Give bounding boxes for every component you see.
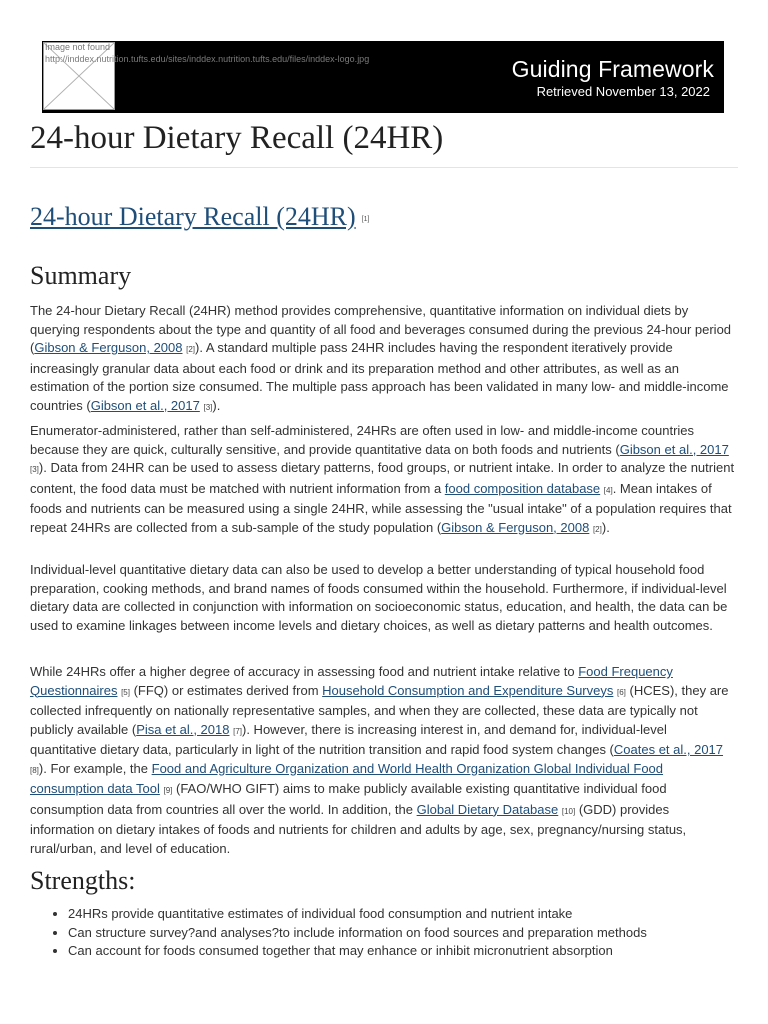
- text: ). A standard multiple pass 24HR includes having the respondent iteratively provide increasingly granular data about each food or drink and its preparation method and other attributes, as well as an estimation of the portion size consumed. The multiple pass approach has been validated in many low- and middle-income countries (: [30, 340, 729, 413]
- food-composition-link[interactable]: food composition database: [444, 480, 601, 496]
- fao-who-gift-link[interactable]: Food and Agriculture Organization and World Health Organization Global Individual Food consumption data Tool: [30, 760, 664, 796]
- text: ).: [601, 519, 610, 535]
- ref-marker[interactable]: [10]: [561, 806, 576, 816]
- title-divider: [30, 167, 738, 168]
- ref-marker[interactable]: [2]: [592, 524, 602, 534]
- image-alt-text: [45, 41, 445, 65]
- summary-paragraph-1: [30, 302, 736, 417]
- gdd-link[interactable]: Global Dietary Database: [416, 801, 559, 817]
- ref-marker[interactable]: [4]: [603, 485, 613, 495]
- section-heading-link[interactable]: 24-hour Dietary Recall (24HR): [30, 202, 356, 231]
- citation-link[interactable]: Gibson & Ferguson, 2008: [441, 519, 590, 535]
- text: (FFQ) or estimates derived from: [129, 682, 323, 698]
- text: . Mean intakes of foods and nutrients can be measured using a single 24HR, while assessing the "usual intake" of a population requires that repeat 24HRs are collected from a sub-sample of the study population (: [30, 480, 732, 535]
- text: While 24HRs offer a higher degree of accuracy in assessing food and nutrient intake relative to: [30, 664, 579, 679]
- strengths-heading: Strengths:: [30, 866, 136, 895]
- summary-heading: Summary: [30, 261, 132, 290]
- retrieved-date: Retrieved November 13, 2022: [536, 84, 710, 99]
- text: ). Data from 24HR can be used to assess dietary patterns, food groups, or nutrient intake. In order to analyze the nutrient content, the food data must be matched with nutrient information from a: [30, 460, 735, 496]
- text: The 24-hour Dietary Recall (24HR) method provides comprehensive, quantitative information on individual diets by querying respondents about the type and quantity of all food and beverages consumed during the previous 24-hour period (: [30, 303, 732, 355]
- image-url: http://inddex.nutrition.tufts.edu/sites/inddex.nutrition.tufts.edu/files/inddex-logo.jpg: [45, 54, 370, 64]
- text: Enumerator-administered, rather than self-administered, 24HRs are often used in low- and middle-income countries because they are quick, culturally sensitive, and provide quantitative data on both foods and nutrients (: [30, 423, 695, 457]
- text: ). However, there is increasing interest in, and demand for, individual-level quantitative dietary data, particularly in light of the nutrition transition and rapid food system changes (: [30, 721, 667, 757]
- text: (FAO/WHO GIFT) aims to make publicly available existing quantitative individual food consumption data from countries all over the world. In addition, the: [30, 781, 667, 817]
- section-ref[interactable]: [1]: [361, 216, 370, 223]
- text: (GDD) provides information on dietary intakes of foods and nutrients for children and adults by age, sex, pregnancy/nursing status, rural/urban, and level of education.: [30, 801, 687, 856]
- ref-marker[interactable]: [3]: [30, 465, 39, 474]
- hces-link[interactable]: Household Consumption and Expenditure Surveys: [322, 682, 614, 698]
- citation-link[interactable]: Gibson & Ferguson, 2008: [34, 340, 183, 355]
- ref-marker[interactable]: [7]: [233, 726, 242, 736]
- summary-paragraph-4: [30, 663, 736, 858]
- text: ).: [212, 397, 221, 413]
- text: ). For example, the: [38, 760, 152, 776]
- ref-marker[interactable]: [9]: [163, 786, 173, 795]
- banner-title: Guiding Framework: [511, 56, 714, 82]
- ref-marker[interactable]: [8]: [30, 765, 39, 775]
- summary-paragraph-2: [30, 422, 736, 539]
- list-item: • 24HRs provide quantitative estimates of individual food consumption and nutrient intake: [68, 905, 768, 924]
- page-title: 24-hour Dietary Recall (24HR): [30, 120, 444, 156]
- section-heading: [30, 202, 369, 232]
- image-alt-label: Image not found: [45, 42, 111, 52]
- text: (HCES), they are collected infrequently on nationally representative samples, and when they are collected, these data are typically not publicly available (: [30, 682, 729, 737]
- citation-link[interactable]: Gibson et al., 2017: [619, 441, 729, 457]
- ref-marker[interactable]: [2]: [186, 345, 196, 354]
- ref-marker[interactable]: [5]: [121, 687, 130, 697]
- citation-link[interactable]: Gibson et al., 2017: [90, 397, 200, 413]
- list-item: • Can account for foods consumed together that may enhance or inhibit micronutrient absorption: [68, 942, 768, 961]
- summary-paragraph-3: Individual-level quantitative dietary data can also be used to develop a better understanding of typical household food preparation, cooking methods, and brand names of foods consumed within the household. Furthermore, if individual-level dietary data are collected in conjunction with information on socioeconomic status, education, and health, the data can be used to examine linkages between income levels and dietary choices, as well as dietary patterns and health outcomes.: [30, 562, 728, 633]
- ffq-link[interactable]: Food Frequency Questionnaires: [30, 664, 673, 698]
- ref-marker[interactable]: [3]: [203, 402, 213, 412]
- strengths-list: [30, 905, 768, 961]
- citation-link[interactable]: Coates et al., 2017: [613, 742, 724, 757]
- citation-link[interactable]: Pisa et al., 2018: [136, 721, 230, 737]
- ref-marker[interactable]: [6]: [617, 687, 626, 697]
- list-item: • Can structure survey?and analyses?to include information on food sources and preparation methods: [68, 924, 768, 943]
